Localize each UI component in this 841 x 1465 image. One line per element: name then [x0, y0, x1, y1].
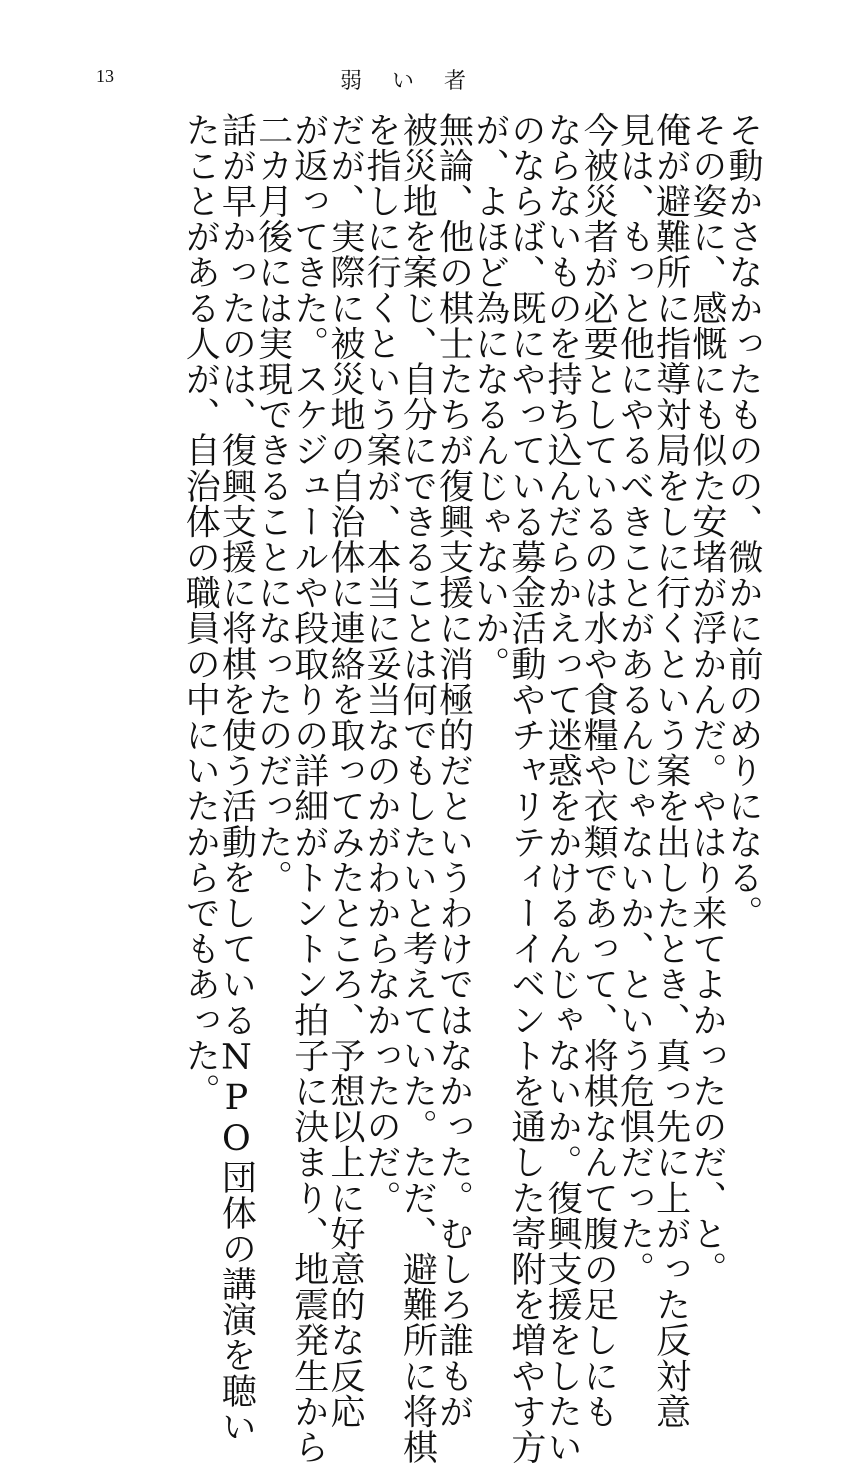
- page-header: [0, 66, 841, 96]
- text-line: が返ってきた。スケジュールや段取りの詳細がトントン拍子に決まり、地震発生から: [288, 112, 329, 1465]
- text-line: 今被災者が必要としているのは水や食糧や衣類であって、将棋なんて腹の足しにも: [578, 112, 619, 1430]
- text-line: 見は、もっと他にやるべきことがあるんじゃないか、という危惧だった。: [614, 112, 655, 1287]
- text-line: ならないものを持ち込んだらかえって迷惑をかけるんじゃないか。復興支援をしたい: [542, 112, 583, 1465]
- vertical-text-body: [180, 112, 763, 1465]
- text-line: だが、実際に被災地の自治体に連絡を取ってみたところ、予想以上に好意的な反応: [324, 112, 365, 1430]
- text-line: そ動かさなかったものの、微かに前のめりになる。: [723, 112, 763, 931]
- text-line: その姿に、感慨にも似た安堵が浮かんだ。やはり来てよかったのだ、と。: [686, 112, 727, 1287]
- text-line: を指しに行くという案が、本当に妥当なのかがわからなかったのだ。: [361, 112, 402, 1216]
- running-head: 弱い者: [340, 69, 497, 94]
- text-line: 俺が避難所に指導対局をしに行くという案を出したとき、真っ先に上がった反対意: [650, 112, 691, 1430]
- text-line: 二カ月後には実現できることになったのだった。: [252, 112, 293, 896]
- text-line: が、よほど為になるんじゃないか。: [469, 112, 510, 682]
- text-line: たことがある人が、自治体の職員の中にいたからでもあった。: [180, 112, 221, 1109]
- text-line: 無論、他の棋士たちが復興支援に消極的だというわけではなかった。むしろ誰もが: [433, 112, 474, 1430]
- page-number: 13: [96, 66, 114, 86]
- text-line: 被災地を案じ、自分にできることは何でもしたいと考えていた。ただ、避難所に将棋: [397, 112, 438, 1465]
- text-line: 話が早かったのは、復興支援に将棋を使う活動をしているNPO団体の講演を聴い: [216, 112, 257, 1445]
- text-line: のならば、既にやっている募金活動やチャリティーイベントを通した寄附を増やす方: [505, 112, 546, 1465]
